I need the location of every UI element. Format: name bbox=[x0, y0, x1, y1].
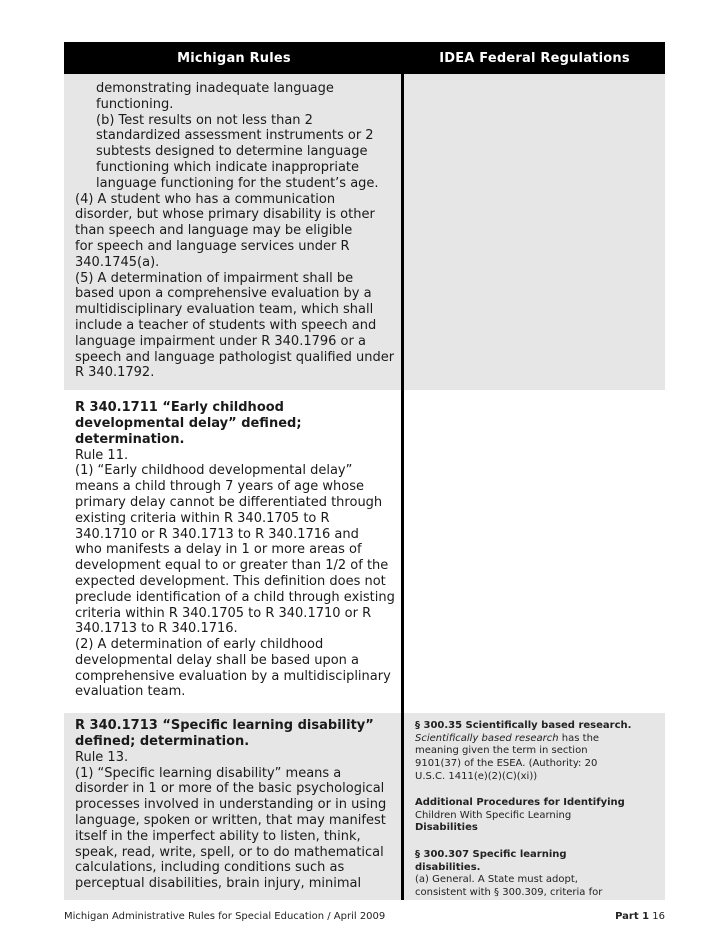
federal-section-heading: § 300.307 Specific learning bbox=[415, 849, 567, 861]
rule-text-line: comprehensive evaluation by a multidisciplinary bbox=[75, 668, 391, 684]
table-row bbox=[64, 396, 665, 707]
rule-heading-line: R 340.1711 “Early childhood bbox=[75, 400, 284, 416]
rule-text-line: processes involved in understanding or in using bbox=[75, 797, 387, 813]
footer-page: 16 bbox=[652, 911, 665, 922]
rule-text-line: developmental delay shall be based upon a bbox=[75, 652, 359, 668]
rule-text-line: existing criteria within R 340.1705 to R bbox=[75, 510, 330, 526]
rule-text-line: demonstrating inadequate language bbox=[96, 81, 334, 96]
table-row bbox=[64, 74, 665, 390]
rule-text-line: disorder in 1 or more of the basic psychological bbox=[75, 781, 385, 797]
header-michigan-rules: Michigan Rules bbox=[177, 50, 291, 66]
comparison-table bbox=[64, 42, 665, 900]
spacer bbox=[415, 835, 665, 849]
rule-text-line: 340.1713 to R 340.1716. bbox=[75, 621, 238, 637]
rule-text-line: expected development. This definition does not bbox=[75, 573, 386, 589]
rule-text-line: (5) A determination of impairment shall be bbox=[75, 270, 354, 286]
federal-text-line: meaning given the term in section bbox=[415, 745, 588, 757]
rule-text-line: Rule 11. bbox=[75, 447, 129, 463]
rule-text-line: development equal to or greater than 1/2 of the bbox=[75, 558, 389, 574]
rule-text-line: (b) Test results on not less than 2 bbox=[96, 112, 313, 128]
federal-text-line bbox=[415, 733, 665, 746]
rule-text-line: itself in the imperfect ability to listen, think, bbox=[75, 828, 361, 844]
footer-part-label: Part 1 bbox=[615, 911, 650, 922]
federal-section-heading: Children With Specific Learning bbox=[415, 809, 572, 821]
rule-text-line: 340.1745(a). bbox=[75, 254, 160, 270]
federal-section-heading: § 300.35 Scientifically based research. bbox=[415, 720, 632, 732]
rule-text-line: calculations, including conditions such as bbox=[75, 860, 345, 876]
rule-text-line: evaluation team. bbox=[75, 684, 186, 700]
rule-text-line: speak, read, write, spell, or to do mathematical bbox=[75, 844, 384, 860]
rule-text-line: primary delay cannot be differentiated through bbox=[75, 494, 383, 510]
rule-text-line: (4) A student who has a communication bbox=[75, 191, 336, 207]
rule-text-line: 340.1710 or R 340.1713 to R 340.1716 and bbox=[75, 526, 359, 542]
federal-text-line: 9101(37) of the ESEA. (Authority: 20 bbox=[415, 758, 598, 770]
rule-text-line: who manifests a delay in 1 or more areas of bbox=[75, 542, 362, 558]
spacer bbox=[415, 783, 665, 797]
michigan-rule-cell bbox=[64, 74, 404, 390]
federal-text-line: consistent with § 300.309, criteria for bbox=[415, 886, 603, 898]
rule-text-line: criteria within R 340.1705 to R 340.1710 or R bbox=[75, 605, 372, 621]
table-header bbox=[64, 42, 665, 74]
page-footer bbox=[64, 911, 665, 922]
rule-text-line: language functioning for the student’s age. bbox=[96, 175, 379, 191]
rule-heading-line: R 340.1713 “Specific learning disability” bbox=[75, 718, 374, 734]
rule-text-line: based upon a comprehensive evaluation by a bbox=[75, 286, 372, 302]
federal-section-heading: disabilities. bbox=[415, 861, 481, 873]
rule-text-line: speech and language pathologist qualified under bbox=[75, 349, 395, 365]
rule-text-line: functioning. bbox=[96, 96, 174, 112]
footer-page-number bbox=[615, 911, 665, 922]
rule-text-line: language, spoken or written, that may manifest bbox=[75, 813, 386, 829]
federal-italic-term: Scientifically based research bbox=[415, 732, 559, 744]
federal-text-fragment: has the bbox=[558, 732, 600, 744]
rule-text-line: subtests designed to determine language bbox=[96, 144, 368, 160]
rule-text-line: (1) “Early childhood developmental delay” bbox=[75, 463, 353, 479]
rule-text-line: means a child through 7 years of age whose bbox=[75, 479, 364, 495]
rule-text-line: preclude identification of a child through existing bbox=[75, 589, 395, 605]
rule-text-line: for speech and language services under R bbox=[75, 238, 350, 254]
footer-document-title: Michigan Administrative Rules for Special Education / April 2009 bbox=[64, 911, 386, 922]
federal-regulation-cell bbox=[404, 74, 665, 390]
header-idea-federal-regulations: IDEA Federal Regulations bbox=[439, 50, 630, 66]
rule-text-line: (1) “Specific learning disability” means a bbox=[75, 765, 342, 781]
rule-text-line: than speech and language may be eligible bbox=[75, 223, 353, 239]
michigan-rule-cell bbox=[64, 713, 404, 900]
rule-text-line: language impairment under R 340.1796 or a bbox=[75, 333, 366, 349]
rule-text-line: include a teacher of students with speech and bbox=[75, 317, 377, 333]
rule-text-line: disorder, but whose primary disability is other bbox=[75, 207, 375, 223]
rule-text-line: R 340.1792. bbox=[75, 365, 155, 381]
rule-text-line: Rule 13. bbox=[75, 749, 129, 765]
rule-text-line: standardized assessment instruments or 2 bbox=[96, 128, 374, 144]
rule-text-line: multidisciplinary evaluation team, which shall bbox=[75, 302, 374, 318]
michigan-rule-cell bbox=[64, 396, 404, 707]
rule-text-line: functioning which indicate inappropriate bbox=[96, 159, 360, 175]
federal-section-heading: Disabilities bbox=[415, 822, 478, 834]
rule-heading-line: defined; determination. bbox=[75, 734, 250, 750]
federal-regulation-cell bbox=[404, 396, 665, 707]
federal-section-heading: Additional Procedures for Identifying bbox=[415, 797, 625, 809]
federal-text-line: U.S.C. 1411(e)(2)(C)(xi)) bbox=[415, 770, 538, 782]
rule-heading-line: determination. bbox=[75, 431, 185, 447]
rule-text-line: perceptual disabilities, brain injury, minimal bbox=[75, 876, 362, 892]
rule-text-line: (2) A determination of early childhood bbox=[75, 637, 324, 653]
rule-heading-line: developmental delay” defined; bbox=[75, 415, 302, 431]
table-row bbox=[64, 713, 665, 900]
federal-regulation-cell bbox=[404, 713, 665, 900]
federal-text-line: (a) General. A State must adopt, bbox=[415, 874, 578, 886]
